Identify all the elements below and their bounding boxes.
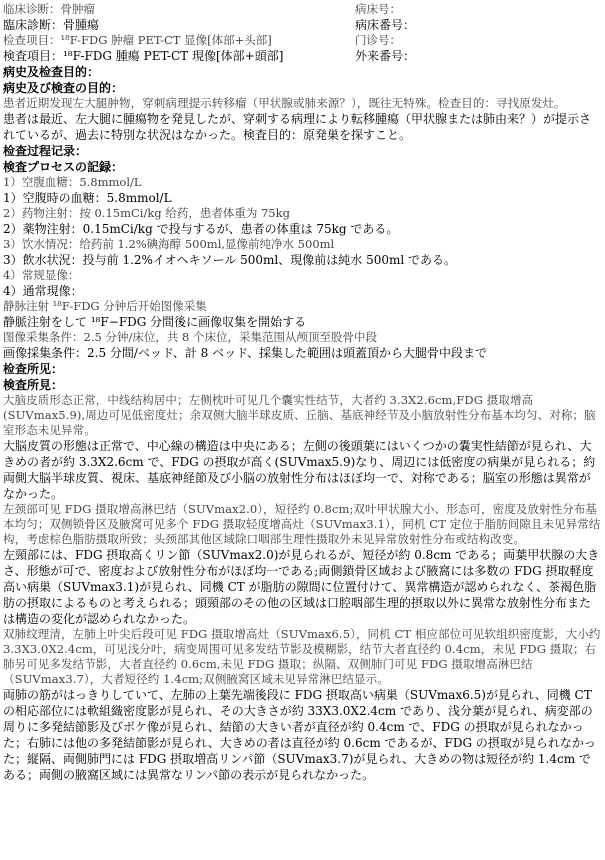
injection-note-jp: 静脈注射をして ¹⁸F−FDG 分間後に画像収集を開始する [3, 315, 307, 329]
acquisition-cn: 图像采集条件：2.5 分钟/床位，共 8 个床位，采集范围从颅顶至股骨中段 [3, 330, 377, 344]
fasting-glucose-cn: 1）空腹血糖：5.8mmol/L [3, 175, 142, 189]
fasting-glucose-jp: 1）空腹時の血糖：5.8mmol/L [3, 191, 172, 205]
water-intake-cn: 3）饮水情况：给药前 1.2%碘海醇 500ml,显像前纯净水 500ml [3, 237, 335, 251]
lung-findings-jp: 両肺の筋がはっきりしていて、左肺の上葉先端後段に FDG 摂取高い病巣（SUVmax6.5)が見られ、同機 CT の相応部位には軟組織密度影が見られ、その大きさが約 33X3.0X2.4cm であり、浅分葉が見られ、病変部の周りに多発結節影及びボケ像が見られ、結節の大きい者が直径が約 0.4cm で、FDG の摂取が見られなかった；右肺には他の多発結節影が見られ、大きめの者は直径が約 0.6cm であるが、FDG の摂取が見られなかった；縦隔、両側肺門には FDG 摂取増高リンパ節（SUVmax3.7)が見られ、大きめの物は短径が約 1.4cm である；両側の腋窩区域には異常なリンパ節の表示が見られなかった。 [3, 688, 596, 782]
findings-heading-jp: 検査所見： [3, 378, 64, 392]
bed-number-cn: 病床号： [355, 2, 401, 16]
header-left [3, 2, 355, 64]
brain-findings-cn: 大脑皮质形态正常，中线结构居中；左侧枕叶可见几个囊实性结节，大者约 3.3X2.6cm,FDG 摄取增高(SUVmax5.9),周边可见低密度灶；余双侧大脑半球皮质、丘脑、基底神经节及小脑放射性分布基本均匀、对称；脑室形态未见异常。 [3, 393, 596, 437]
report-header [3, 2, 602, 64]
routine-imaging-cn: 4）常规显像： [3, 268, 80, 282]
bed-number-jp: 病床番号： [355, 18, 416, 32]
outpatient-number-cn: 门诊号： [355, 33, 401, 47]
history-paragraph-cn: 患者近期发现左大腿肿物，穿刺病理提示转移瘤（甲状腺或肺来源？），既往无特殊。检查目的：寻找原发灶。 [3, 96, 566, 110]
drug-injection-cn: 2）药物注射：按 0.15mCi/kg 给药，患者体重为 75kg [3, 206, 290, 220]
outpatient-number-jp: 外来番号： [355, 49, 416, 63]
history-heading-jp: 病史及び検査の目的： [3, 81, 124, 95]
process-section [3, 143, 602, 361]
injection-note-cn: 静脉注射 ¹⁸F-FDG 分钟后开始图像采集 [3, 299, 207, 313]
exam-item-cn: 检查项目：¹⁸F-FDG 肿瘤 PET-CT 显像[体部+头部] [3, 33, 272, 47]
exam-item-jp: 検査項目：¹⁸F-FDG 腫瘍 PET-CT 現像[体部+頭部] [3, 49, 284, 63]
history-heading-cn: 病史及检查目的： [3, 65, 100, 79]
history-paragraph-jp: 患者は最近、左大腿に腫瘍物を発見したが、穿刺する病理により転移腫瘍（甲状腺または肺由来？）が提示されているが、過去に特別な状況はなかった。検査目的：原発巣を探すこと。 [3, 112, 592, 142]
acquisition-jp: 画像採集条件：2.5 分間/ベッド、計 8 ベッド、採集した範囲は頭蓋頂から大腿骨中段まで [3, 346, 488, 360]
lung-findings-cn: 双肺纹理清，左肺上叶尖后段可见 FDG 摄取增高灶（SUVmax6.5），同机 CT 相应部位可见软组织密度影，大小约 3.3X3.0X2.4cm，可见浅分叶，病变周围可见多发结节影及模糊影，结节大者直径约 0.4cm，未见 FDG 摄取；右肺另可见多发结节影，大者直径约 0.6cm,未见 FDG 摄取；纵隔、双侧肺门可见 FDG 摄取增高淋巴结（SUVmax3.7），大者短径约 1.4cm;双侧腋窝区域未见异常淋巴结显示。 [3, 627, 601, 686]
clinical-diagnosis-jp: 臨床診断：骨腫瘍 [3, 18, 100, 32]
process-heading-jp: 検査プロセスの記録： [3, 160, 124, 174]
header-right [355, 2, 602, 64]
neck-findings-jp: 左頸部には、FDG 摂取高くリン節（SUVmax2.0)が見られるが、短径が約 0.8cm である；両葉甲状腺の大きさ、形態が可で、密度および放射性分布がほぼ均一である;両側鎖骨区域および腋窩には多数の FDG 摂取軽度高い病巣（SUVmax3.1)が見られ、同機 CT が脂肪の隙間に位置付けて、異常構造が認められなく、茶褐色脂肪の摂取によるものと考えられる；頭頸部のその他の区域は口腔咽部生理的摂取以外に異常な放射性分布または構造の変化が認められなかった。 [3, 548, 600, 626]
neck-findings-cn: 左颈部可见 FDG 摄取增高淋巴结（SUVmax2.0），短径约 0.8cm;双叶甲状腺大小、形态可，密度及放射性分布基本均匀；双侧锁骨区及腋窝可见多个 FDG 摄取轻度增高灶（SUVmax3.1），同机 CT 定位于脂肪间隙且未见异常结构，考虑棕色脂肪摄取所致；头颈部其他区域除口咽部生理性摄取外未见异常放射性分布或结构改变。 [3, 502, 601, 546]
process-heading-cn: 检查过程记录： [3, 144, 88, 158]
drug-injection-jp: 2）薬物注射：0.15mCi/kg で投与するが、患者の体重は 75kg である。 [3, 222, 399, 236]
history-section [3, 64, 602, 143]
report-page [3, 2, 602, 783]
routine-imaging-jp: 4）通常現像： [3, 284, 83, 298]
water-intake-jp: 3）飲水状況：投与前 1.2%イオヘキソール 500ml、現像前は純水 500ml である。 [3, 253, 457, 267]
findings-section [3, 361, 602, 783]
brain-findings-jp: 大脳皮質の形態は正常で、中心線の構造は中央にある；左側の後頭葉にはいくつかの嚢実性結節が見られ、大きめの者が約 3.3X2.6cm で、FDG の摂取が高く(SUVmax5.9)なり、周辺には低密度の病巣が見られる；約両側大脳半球皮質、視床、基底神経節及び小脳の放射性分布はほぼ均一で、対称である；脳室の形態は異常がなかった。 [3, 439, 596, 501]
clinical-diagnosis-cn: 临床诊断：骨肿瘤 [3, 2, 95, 16]
findings-heading-cn: 检查所见： [3, 362, 64, 376]
